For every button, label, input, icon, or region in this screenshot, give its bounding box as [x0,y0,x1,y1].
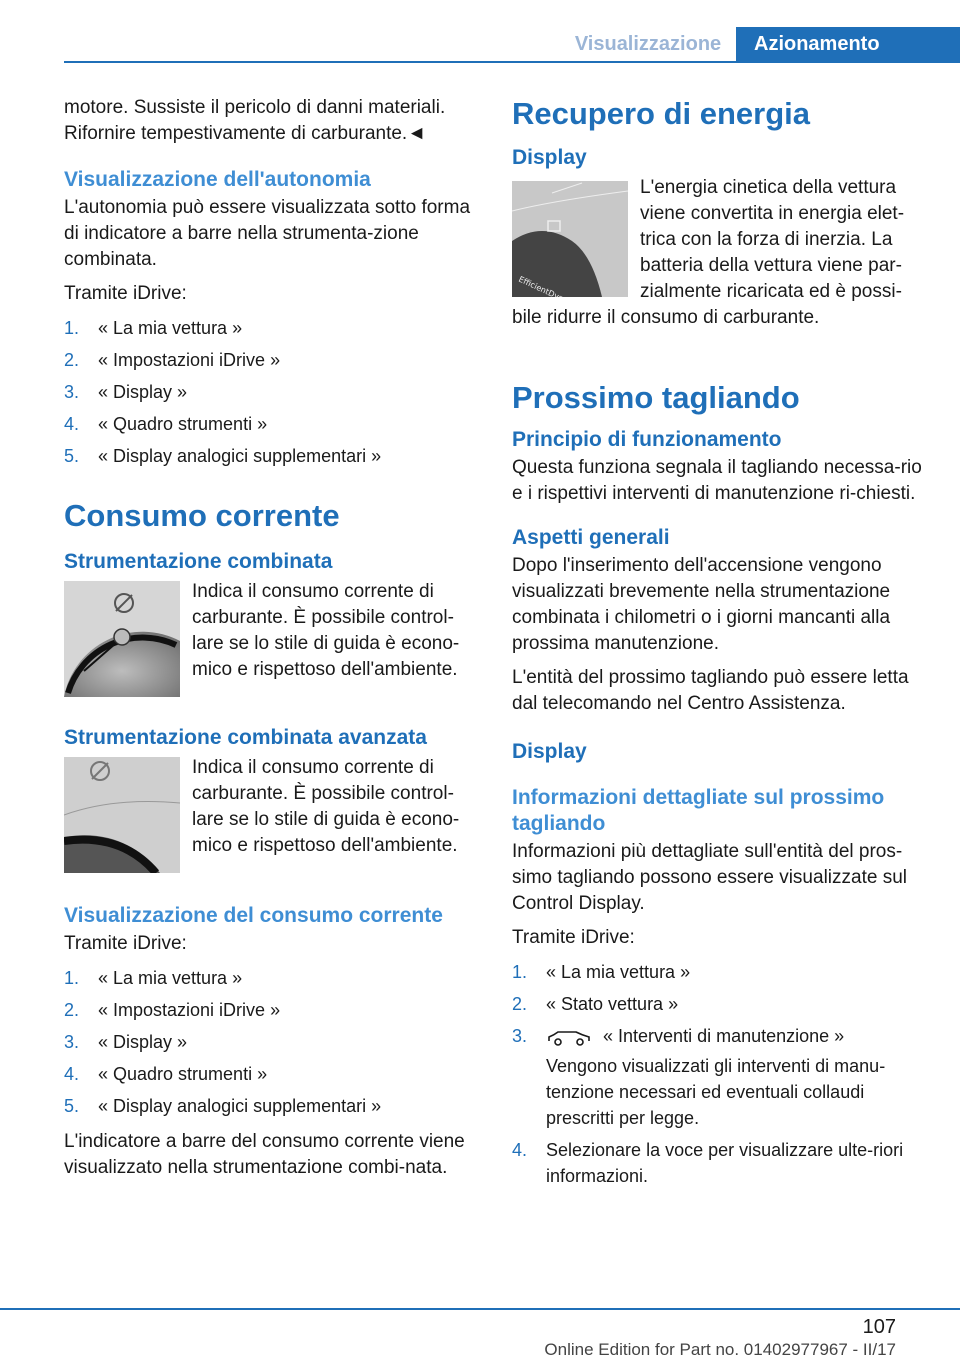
list-item: 4. « Quadro strumenti » [64,414,268,434]
autonomia-heading: Visualizzazione dell'autonomia [64,168,371,191]
display-heading: Display [512,146,587,169]
steps-list-3 [512,959,930,1189]
list-item: 3. « Display » [64,382,188,402]
list-item: 4. Selezionare la voce per visualizzare ulte‐riori informazioni. [512,1140,904,1186]
efficient-dynamics-gauge-image [512,181,628,297]
info-text: Informazioni più dettagliate sull'entità del pros‐simo tagliando possono essere visualizzate sul Control Display. [512,841,907,914]
right-column [512,95,930,1199]
list-item: 1. « La mia vettura » [512,962,691,982]
tramite-label-2: Tramite iDrive: [64,933,187,954]
vis-consumo-heading: Visualizzazione del consumo corrente [64,904,443,927]
display2-heading: Display [512,740,587,763]
list-item: 3. « Display » [64,1032,188,1052]
gauge-avanzata-image [64,757,180,873]
left-column [64,95,476,1189]
header-divider [64,61,960,63]
list-item: 1. « La mia vettura » [64,968,243,988]
prossimo-heading: Prossimo tagliando [512,380,800,415]
strumentazione-heading: Strumentazione combinata [64,550,333,573]
principio-text: Questa funziona segnala il tagliando necessa‐rio e i rispettivi interventi di manutenzione ri‐chiesti. [512,457,922,504]
footer-divider [0,1308,960,1310]
aspetti-heading: Aspetti generali [512,526,670,549]
list-item: 5. « Display analogici supplementari » [64,446,382,466]
list-item: 2. « Impostazioni iDrive » [64,1000,281,1020]
list-item: 4. « Quadro strumenti » [64,1064,268,1084]
car-service-icon [546,1027,592,1047]
tramite-label-1: Tramite iDrive: [64,283,187,304]
aspetti-text-2: L'entità del prossimo tagliando può essere letta dal telecomando nel Centro Assistenza. [512,667,909,714]
outro-text: L'indicatore a barre del consumo corrente viene visualizzato nella strumentazione combi‐nata. [64,1131,465,1178]
list-item: 2. « Impostazioni iDrive » [64,350,281,370]
principio-heading: Principio di funzionamento [512,428,782,451]
tab-azionamento: Azionamento [736,27,960,61]
steps-list-2 [64,965,476,1119]
consumo-heading: Consumo corrente [64,498,340,533]
strumentazione-text: Indica il consumo corrente di carburante. È possibile control‐lare se lo stile di guida è econo‐mico e rispettoso dell'ambiente. [192,581,460,680]
list-item: 1. « La mia vettura » [64,318,243,338]
edition-text: Online Edition for Part no. 01402977967 - II/17 [544,1340,896,1359]
strumentazione-avanzata-text: Indica il consumo corrente di carburante. È possibile control‐lare se lo stile di guida è econo‐mico e rispettoso dell'ambiente. [192,757,460,856]
page-number: 107 [862,1316,896,1338]
strumentazione-avanzata-heading: Strumentazione combinata avanzata [64,726,427,749]
autonomia-text: L'autonomia può essere visualizzata sotto forma di indicatore a barre nella strumenta‐zione combinata. [64,197,471,270]
gauge-image [64,581,180,697]
tramite-label-3: Tramite iDrive: [512,927,635,948]
steps-list-1 [64,315,476,469]
list-item-subtext: Vengono visualizzati gli interventi di manu‐tenzione necessari ed eventuali collaudi prescritti per legge. [546,1056,886,1128]
list-item: 3. « Interventi di manutenzione » Vengono visualizzati gli interventi di manu‐tenzione necessari ed eventuali collaudi prescritti per legge. [512,1023,930,1131]
list-item: 5. « Display analogici supplementari » [64,1096,382,1116]
intro-text: motore. Sussiste il pericolo di danni materiali. Rifornire tempestivamente di carburante.◄ [64,97,446,144]
info-heading: Informazioni dettagliate sul prossimo tagliando [512,786,885,835]
list-item: 2. « Stato vettura » [512,994,679,1014]
recupero-heading: Recupero di energia [512,96,811,131]
display-text: L'energia cinetica della vettura viene convertita in energia elet‐trica con la forza di inerzia. La batteria della vettura viene par‐zialmente ricaricata ed è possi‐bile ridurre il consumo di carburante. [512,177,905,328]
tab-visualizzazione: Visualizzazione [574,33,722,55]
aspetti-text-1: Dopo l'inserimento dell'accensione vengono visualizzati brevemente nella strumentazione combinata i chilometri o i giorni mancanti alla prossima manutenzione. [512,555,891,654]
